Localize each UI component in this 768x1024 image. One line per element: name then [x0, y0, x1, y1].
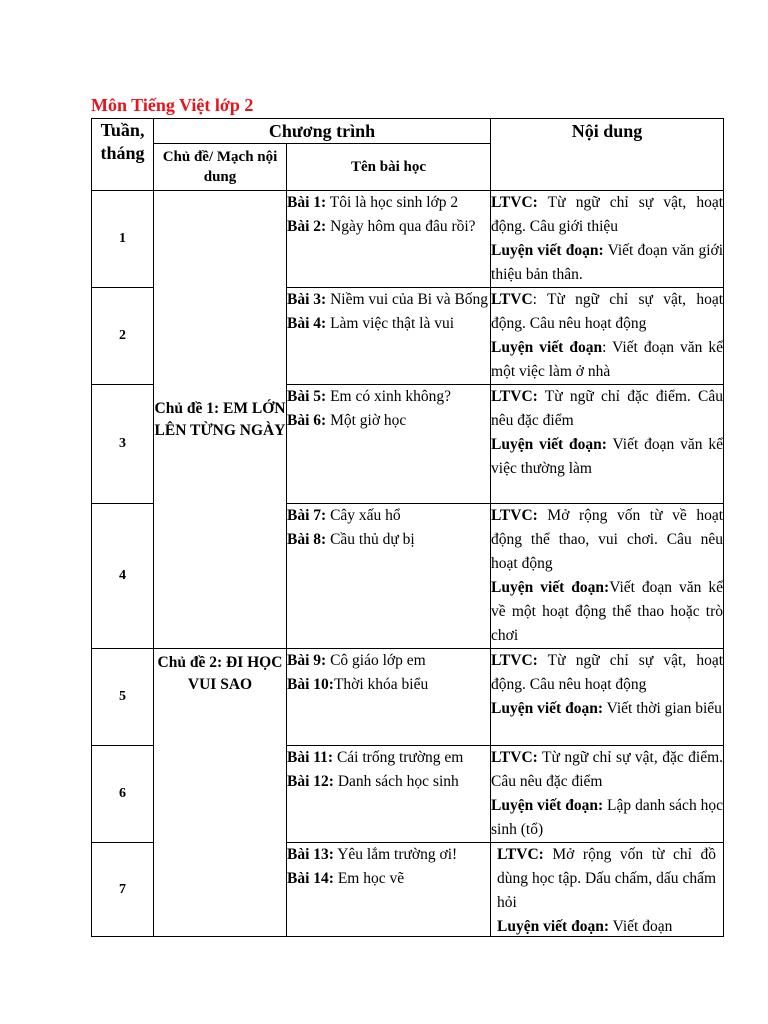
table-row: [92, 649, 724, 746]
content-item: Luyện viết đoạn: Viết thời gian biểu: [491, 700, 722, 717]
content-item: LTVC: Từ ngữ chỉ sự vật, hoạt động. Câu nêu hoạt động: [491, 652, 724, 693]
content-item: LTVC: Mở rộng vốn từ về hoạt động thể thao, vui chơi. Câu nêu hoạt động: [491, 507, 724, 572]
content-item: LTVC: Từ ngữ chỉ đặc điểm. Câu nêu đặc điểm: [491, 388, 724, 429]
content-item: Luyện viết đoạn: Viết đoạn văn giới thiệu bản thân.: [491, 242, 724, 283]
document-title: Môn Tiếng Việt lớp 2: [91, 95, 254, 115]
lessons-cell: [287, 288, 491, 385]
content-item: Luyện viết đoạn: Viết đoạn văn kể một việc làm ở nhà: [491, 339, 724, 380]
content-item: Luyện viết đoạn:Viết đoạn văn kể về một hoạt động thể thao hoặc trò chơi: [491, 579, 724, 644]
content-cell: [491, 843, 724, 937]
lesson-item: Bài 11: Cái trống trường em: [287, 749, 464, 766]
content-cell: [491, 504, 724, 649]
content-item: LTVC: Từ ngữ chỉ sự vật, hoạt động. Câu giới thiệu: [491, 194, 724, 235]
content-item: Luyện viết đoạn: Viết đoạn văn kể việc thường làm: [491, 436, 724, 477]
header-content: Nội dung: [491, 119, 724, 191]
content-cell: [491, 385, 724, 504]
week-number: 1: [92, 191, 154, 288]
topic-cell: Chủ đề 1: EM LỚN LÊN TỪNG NGÀY: [154, 191, 287, 649]
lesson-item: Bài 14: Em học vẽ: [287, 870, 405, 887]
content-item: LTVC: Mở rộng vốn từ chỉ đồ dùng học tập. Dấu chấm, dấu chấm hỏi: [497, 846, 717, 911]
content-cell: [491, 191, 724, 288]
content-item: Luyện viết đoạn: Viết đoạn: [497, 918, 673, 935]
lesson-item: Bài 2: Ngày hôm qua đâu rồi?: [287, 218, 476, 235]
lessons-cell: [287, 746, 491, 843]
header-topic: Chủ đề/ Mạch nội dung: [154, 144, 287, 191]
lesson-item: Bài 10:Thời khóa biểu: [287, 676, 429, 693]
week-number: 6: [92, 746, 154, 843]
lessons-cell: [287, 649, 491, 746]
lesson-item: Bài 1: Tôi là học sinh lớp 2: [287, 194, 459, 211]
lesson-item: Bài 7: Cây xấu hổ: [287, 507, 401, 524]
curriculum-table: [91, 118, 724, 937]
content-cell: [491, 649, 724, 746]
lesson-item: Bài 13: Yêu lắm trường ơi!: [287, 846, 458, 863]
content-item: LTVC: Từ ngữ chỉ sự vật, hoạt động. Câu nêu hoạt động: [491, 291, 724, 332]
content-item: LTVC: Từ ngữ chỉ sự vật, đặc điểm. Câu nêu đặc điểm: [491, 749, 724, 790]
week-number: 2: [92, 288, 154, 385]
header-week: Tuần, tháng: [92, 119, 154, 191]
header-program: Chương trình: [154, 119, 491, 144]
topic-cell: Chủ đề 2: ĐI HỌC VUI SAO: [154, 649, 287, 937]
week-number: 7: [92, 843, 154, 937]
lessons-cell: [287, 191, 491, 288]
lessons-cell: [287, 385, 491, 504]
lesson-item: Bài 9: Cô giáo lớp em: [287, 652, 426, 669]
lesson-item: Bài 8: Cầu thủ dự bị: [287, 531, 415, 548]
lesson-item: Bài 12: Danh sách học sinh: [287, 773, 459, 790]
lessons-cell: [287, 843, 491, 937]
lesson-item: Bài 5: Em có xinh không?: [287, 388, 452, 405]
lesson-item: Bài 4: Làm việc thật là vui: [287, 315, 455, 332]
lesson-item: Bài 6: Một giờ học: [287, 412, 407, 429]
lessons-cell: [287, 504, 491, 649]
content-item: Luyện viết đoạn: Lập danh sách học sinh (tổ): [491, 797, 724, 838]
header-row: [92, 119, 724, 144]
header-lesson: Tên bài học: [287, 144, 491, 191]
week-number: 3: [92, 385, 154, 504]
lesson-item: Bài 3: Niềm vui của Bi và Bống: [287, 291, 489, 308]
content-cell: [491, 746, 724, 843]
content-cell: [491, 288, 724, 385]
week-number: 5: [92, 649, 154, 746]
table-row: [92, 191, 724, 288]
week-number: 4: [92, 504, 154, 649]
